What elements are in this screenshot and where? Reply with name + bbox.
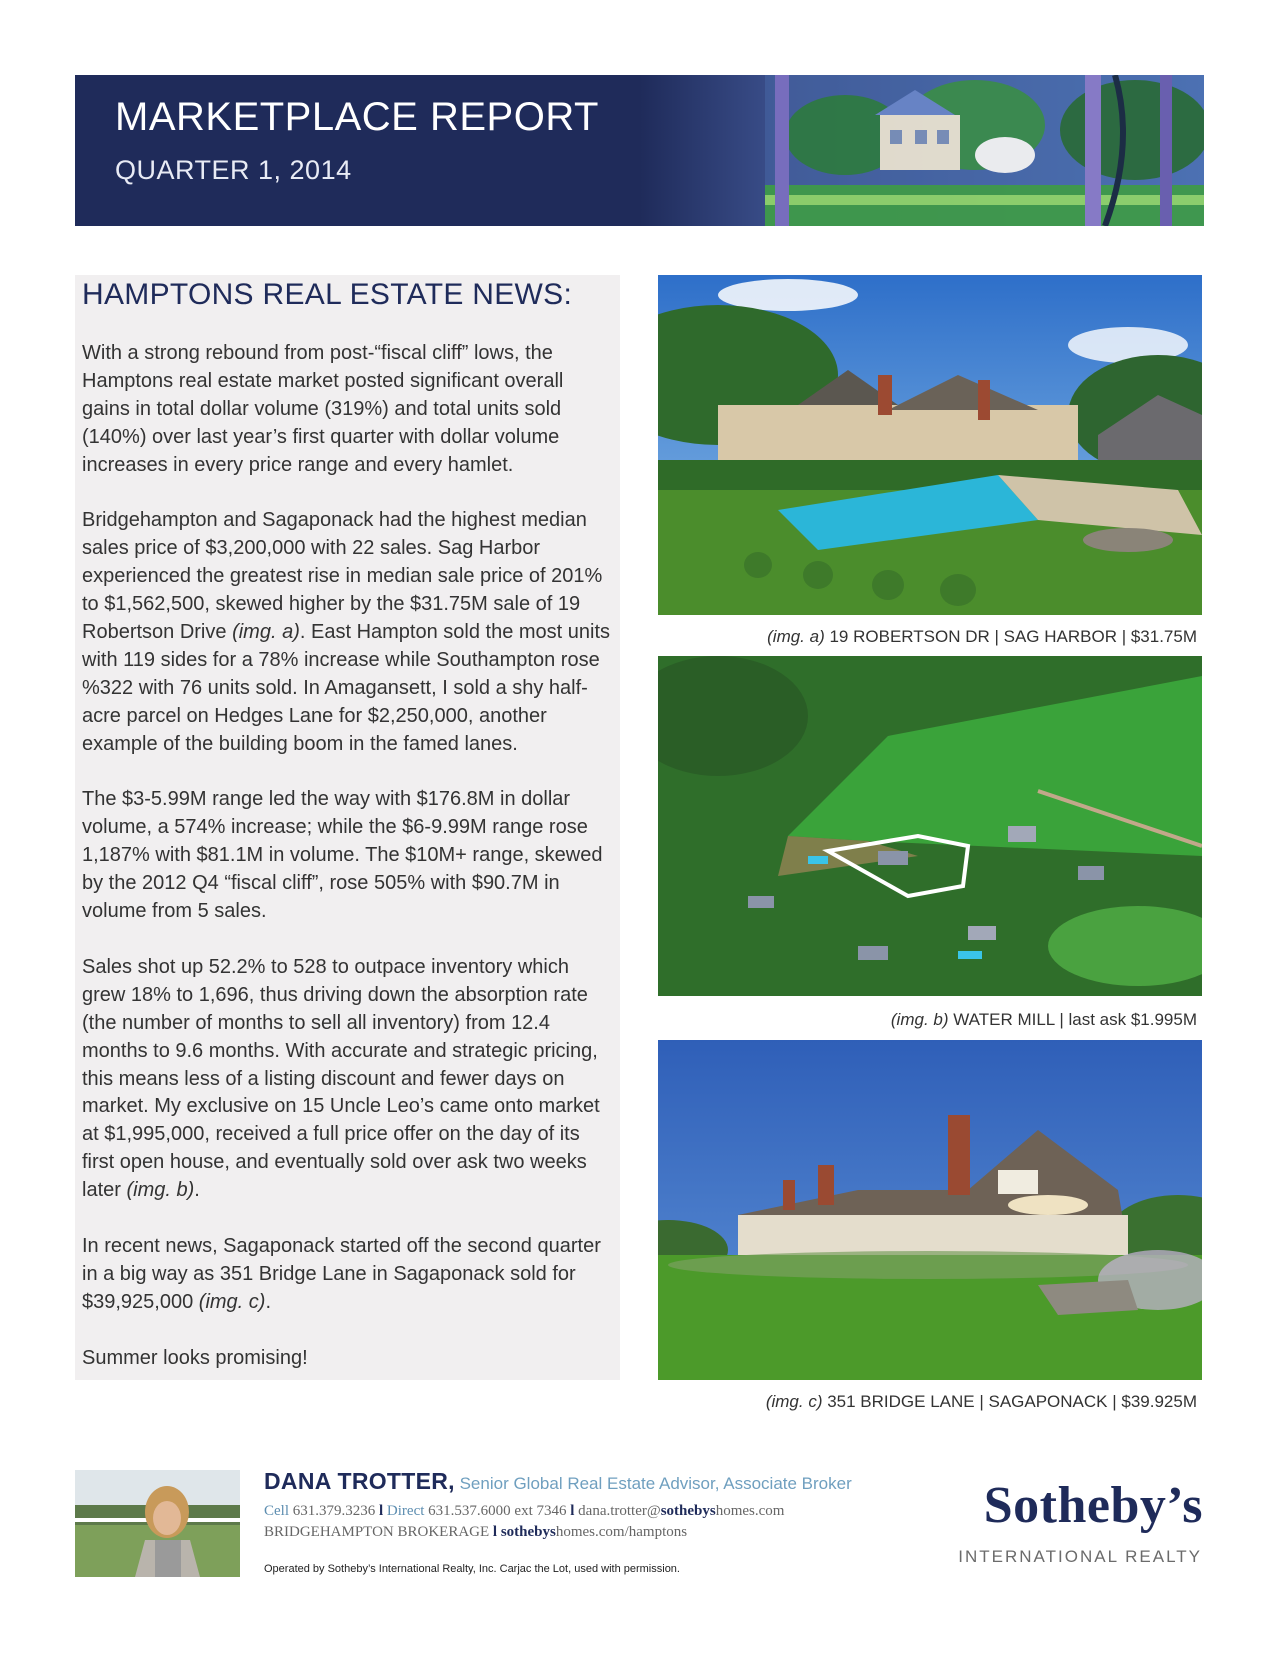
caption-image-c	[766, 1392, 1197, 1412]
caption-c-text: 351 BRIDGE LANE | SAGAPONACK | $39.925M	[822, 1392, 1197, 1411]
separator: l	[379, 1503, 384, 1519]
caption-a-text: 19 ROBERTSON DR | SAG HARBOR | $31.75M	[824, 627, 1197, 646]
paragraph-2	[82, 507, 614, 758]
paragraph-1	[82, 340, 614, 480]
article-body	[82, 340, 614, 1400]
caption-c-ref: (img. c)	[765, 1392, 823, 1411]
paragraph-3-text: The $3-5.99M range led the way with $176.8M in dollar volume, a 574% increase; while the $6-9.99M range rose 1,187% with $81.1M in volume. The $10M+ range, skewed by the 2012 Q4 “fiscal cliff”, rose 505% with $90.7M in volume from 5 sales.	[82, 788, 603, 923]
sothebys-logo: Sotheby’s	[983, 1477, 1203, 1534]
paragraph-1-text: With a strong rebound from post-“fiscal cliff” lows, the Hamptons real estate market posted significant overall gains in total dollar volume (319%) and total units sold (140%) over last year’s first quarter with dollar volume increases in every price range and every hamlet.	[82, 342, 564, 476]
agent-header	[264, 1468, 852, 1495]
direct-label: Direct	[383, 1503, 425, 1519]
paragraph-4-text: Sales shot up 52.2% to 528 to outpace inventory which grew 18% to 1,696, thus driving down the absorption rate (the number of months to sell all inventory) from 12.4 months to 9.6 months. With accurate and strategic pricing, this means less of a listing discount and fewer days on market. My exclusive on 15 Uncle Leo’s came onto market at $1,995,000, received a full price offer on the day of its first open house, and eventually sold over ask two weeks later	[82, 955, 600, 1202]
paragraph-2-text-end: . East Hampton sold the most units with 119 sides for a 78% increase while Southampton rose %322 with 76 units sold. In Amagansett, I sold a shy half-acre parcel on Hedges Lane for $2,250,000, another example of the building boom in the famed lanes.	[82, 621, 611, 755]
separator: l	[570, 1503, 575, 1519]
image-b-reference: (img. b)	[126, 1179, 195, 1202]
agent-portrait	[75, 1470, 240, 1577]
photo-bridge-lane-house	[658, 1040, 1202, 1380]
header-banner	[75, 75, 1204, 226]
photo-water-mill-aerial	[658, 656, 1202, 996]
caption-a-ref: (img. a)	[767, 627, 825, 646]
paragraph-6	[82, 1345, 614, 1373]
paragraph-2-text: Bridgehampton and Sagaponack had the highest median sales price of $3,200,000 with 22 sales. Sag Harbor experienced the greatest rise in median sale price of 201% to $1,562,500, skewed higher by the $31.75M sale of 19 Robertson Drive	[82, 509, 603, 644]
email-brand: sothebys	[660, 1503, 716, 1519]
brokerage-name: BRIDGEHAMPTON BROKERAGE	[264, 1524, 493, 1540]
website-path: homes.com/hamptons	[555, 1524, 688, 1540]
cell-label: Cell	[264, 1503, 289, 1519]
caption-b-text: WATER MILL | last ask $1.995M	[948, 1010, 1197, 1029]
caption-b-ref: (img. b)	[890, 1010, 949, 1029]
email-user: dana.trotter@	[574, 1503, 661, 1519]
website-brand: sothebys	[497, 1524, 556, 1540]
closing-line: Summer looks promising!	[82, 1346, 308, 1369]
report-quarter: QUARTER 1, 2014	[115, 155, 352, 185]
paragraph-3	[82, 786, 614, 926]
disclaimer: Operated by Sotheby’s International Realty, Inc. Carjac the Lot, used with permission.	[264, 1563, 680, 1575]
agent-title: Senior Global Real Estate Advisor, Associate Broker	[454, 1474, 852, 1493]
article-heading: HAMPTONS REAL ESTATE NEWS:	[82, 278, 573, 311]
caption-image-a	[767, 627, 1197, 647]
direct-number[interactable]: 631.537.6000 ext 7346	[424, 1503, 571, 1519]
image-a-reference: (img. a)	[232, 621, 300, 644]
photo-robertson-estate	[658, 275, 1202, 615]
paragraph-5-text: In recent news, Sagaponack started off the second quarter in a big way as 351 Bridge Lane in Sagaponack sold for $39,925,000	[82, 1234, 601, 1313]
email-domain: homes.com	[715, 1503, 785, 1519]
brokerage-line	[264, 1524, 687, 1541]
cell-number[interactable]: 631.379.3236	[289, 1503, 379, 1519]
email-link[interactable]	[574, 1503, 784, 1519]
website-link[interactable]	[497, 1524, 687, 1540]
paragraph-4-text-end: .	[194, 1179, 200, 1202]
agent-name: DANA TROTTER,	[264, 1468, 455, 1494]
sothebys-tagline: INTERNATIONAL REALTY	[958, 1547, 1202, 1566]
paragraph-5	[82, 1233, 614, 1317]
caption-image-b	[891, 1010, 1197, 1030]
report-title: MARKETPLACE REPORT	[115, 95, 599, 139]
separator: l	[492, 1524, 498, 1540]
paragraph-5-text-end: .	[265, 1290, 272, 1313]
image-c-reference: (img. c)	[198, 1290, 266, 1313]
paragraph-4	[82, 954, 614, 1205]
contact-details	[264, 1503, 784, 1520]
article-panel	[75, 275, 620, 1380]
